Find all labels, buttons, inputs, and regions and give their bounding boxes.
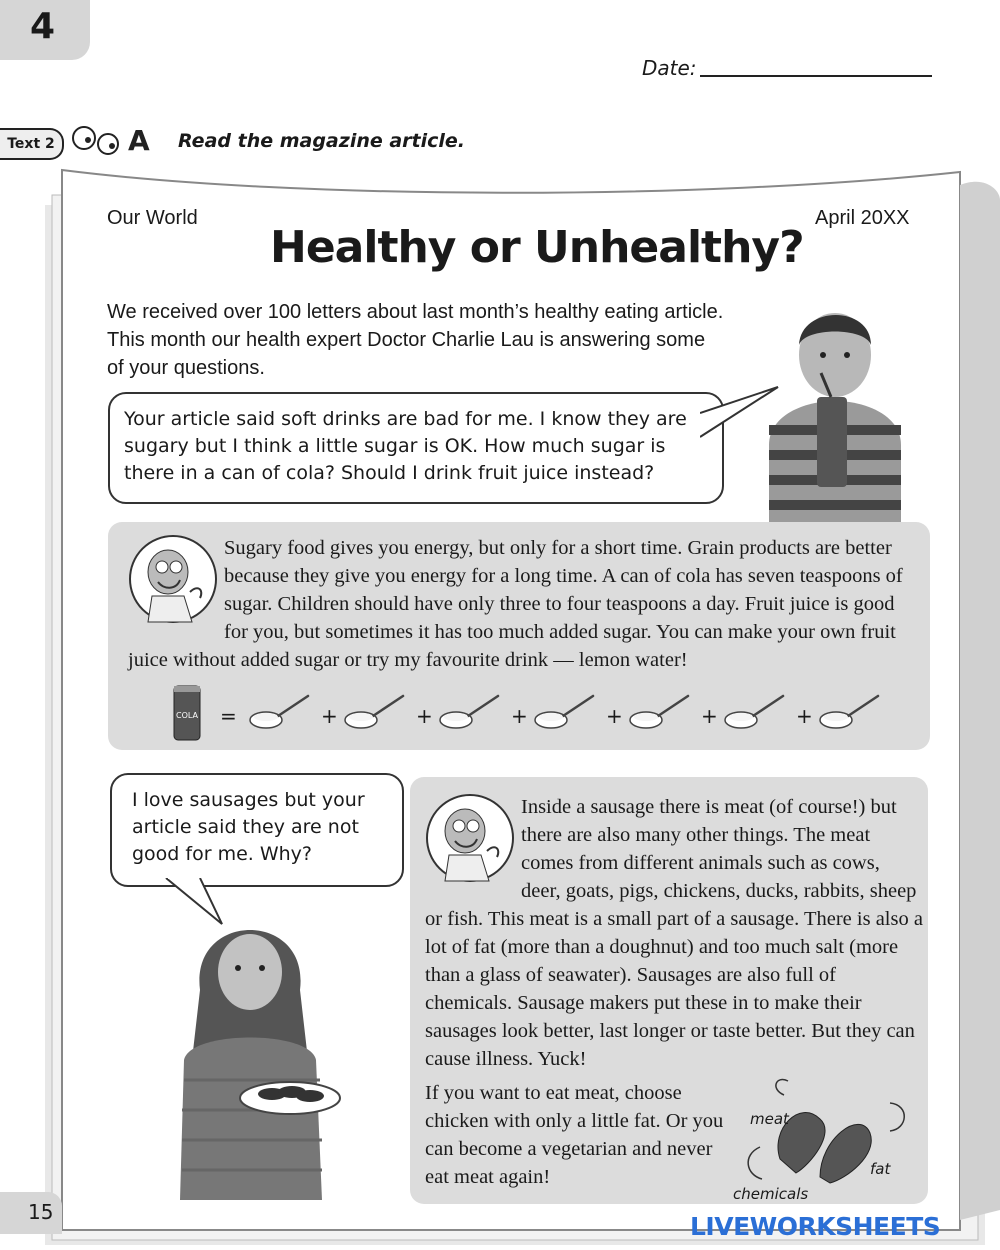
activity-letter: A: [128, 124, 150, 157]
answer-box-2: [410, 777, 928, 1204]
plus-sign: +: [511, 704, 528, 728]
label-chemicals: chemicals: [733, 1185, 809, 1203]
plus-sign: +: [416, 704, 433, 728]
question-1-text: Your article said soft drinks are bad for me. I know they are sugary but I think a little sugar is OK. How much sugar is there in a can of cola? Should I drink fruit juice instead?: [124, 408, 687, 484]
question-bubble-1: [108, 392, 724, 504]
answer-2-paragraph-2: If you want to eat meat, choose chicken with only a little fat. Or you can become a vegetarian and never eat meat again!: [425, 1082, 724, 1188]
question-bubble-2: [110, 773, 404, 887]
magazine-date: April 20XX: [815, 207, 910, 229]
teaspoon-icon: [438, 690, 502, 734]
sugar-equation: [168, 682, 928, 742]
label-fat: fat: [870, 1160, 891, 1178]
brand-logo: LIVEWORKSHEETS: [690, 1212, 941, 1241]
answer-2-paragraph-1: Inside a sausage there is meat (of course!) but there are also many other things. The meat comes from different animals such as cows, deer, goats, pigs, chickens, ducks, rabbits, sheep or fish. This meat is a small part of a sausage. There is also a lot of fat (more than a doughnut) and too much salt (more than a glass of seawater). Sausages are also full of chemicals. Sausage makers put these in to make their sausages look better, last longer or taste better. But they can cause illness. Yuck!: [425, 796, 923, 1070]
teaspoon-icon: [533, 690, 597, 734]
teaspoon-icon: [248, 690, 312, 734]
teaspoon-icon: [723, 690, 787, 734]
eyes-icon: [70, 118, 160, 158]
teaspoon-icon: [343, 690, 407, 734]
girl-eating-sausages-image: [160, 910, 360, 1200]
date-label: Date:: [642, 56, 697, 80]
boy-with-drink-image: [755, 305, 915, 523]
cola-can-label: COLA: [176, 711, 198, 720]
answer-1-text: Sugary food gives you energy, but only for a short time. Grain products are better because they give you energy for a long time. A can of cola has seven teaspoons of sugar. Children should have only three to four teaspoons a day. Fruit juice is good for you, but sometimes it has too much added sugar. You can make your own fruit juice without added sugar or try my favourite drink — lemon water!: [128, 537, 903, 671]
magazine-name: Our World: [107, 207, 198, 229]
doctor-avatar-icon: [128, 534, 218, 624]
article-title: Healthy or Unhealthy?: [270, 222, 804, 273]
doctor-avatar-icon: [425, 793, 515, 883]
plus-sign: +: [321, 704, 338, 728]
equals-sign: =: [220, 704, 237, 728]
instruction-text: Read the magazine article.: [178, 130, 466, 152]
label-meat: meat: [750, 1110, 789, 1128]
plus-sign: +: [796, 704, 813, 728]
plus-sign: +: [701, 704, 718, 728]
teaspoon-icon: [628, 690, 692, 734]
cola-can-icon: [168, 682, 208, 742]
article-intro: We received over 100 letters about last month’s healthy eating article. This month our health expert Doctor Charlie Lau is answering some of your questions.: [107, 301, 724, 379]
page-number: 15: [28, 1200, 54, 1224]
text-badge: Text 2: [0, 128, 64, 160]
question-2-text: I love sausages but your article said they are not good for me. Why?: [132, 789, 365, 865]
plus-sign: +: [606, 704, 623, 728]
unit-number: 4: [30, 6, 56, 47]
answer-box-1: [108, 522, 930, 750]
date-input-line[interactable]: [700, 75, 932, 77]
teaspoon-icon: [818, 690, 882, 734]
